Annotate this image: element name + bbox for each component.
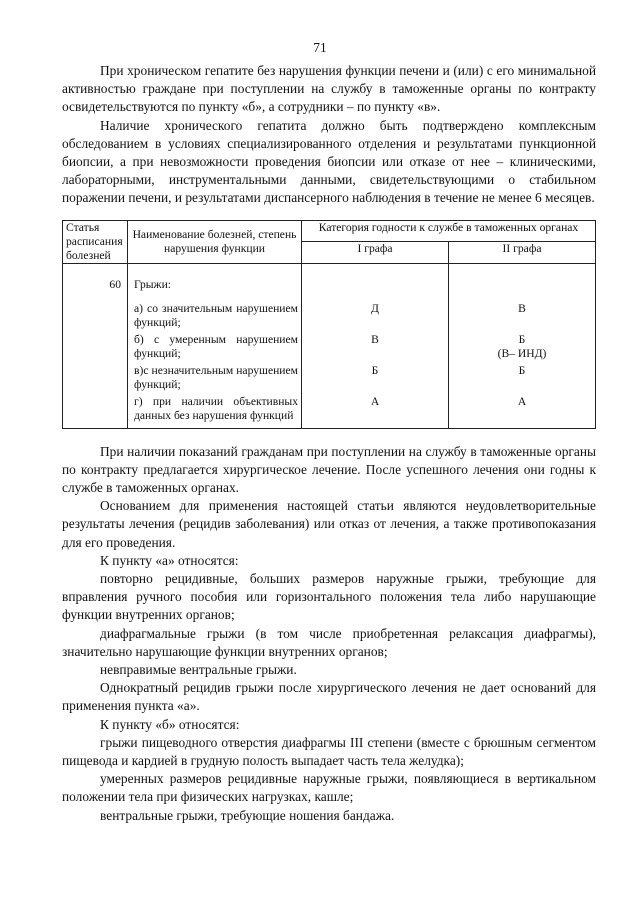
graph-1-value-b: В	[371, 332, 379, 346]
graph-2-value-b-extra: (В– ИНД)	[497, 346, 547, 360]
paragraph: диафрагмальные грыжи (в том числе приобретенная релаксация диафрагмы), значительно нарушающие функции внутренних органов;	[62, 625, 596, 659]
graph-2-value-a: В	[518, 301, 526, 315]
header-graph-2: II графа	[449, 242, 596, 264]
paragraph: невправимые вентральные грыжи.	[100, 662, 297, 678]
body-paragraphs	[62, 443, 596, 825]
disease-item-b: б) с умеренным нарушением функций;	[134, 332, 298, 360]
graph-1-value-c: Б	[371, 363, 379, 377]
paragraph: вентральные грыжи, требующие ношения бандажа.	[100, 807, 395, 823]
graph-2-value-d: А	[517, 394, 527, 408]
graph-1-values	[302, 263, 449, 428]
page-number: 71	[313, 40, 327, 55]
paragraph: При наличии показаний гражданам при поступлении на службу в таможенные органы по контракту предлагается хирургическое лечение. После успешного лечения они годны к службе в таможенных органах.	[62, 443, 596, 496]
disease-schedule-table	[62, 220, 596, 429]
graph-2-values	[449, 263, 596, 428]
header-disease-name: Наименование болезней, степень нарушения функции	[128, 220, 302, 263]
article-number	[63, 263, 128, 428]
paragraph: К пункту «а» относятся:	[100, 552, 239, 568]
graph-2-value-b-main: Б	[518, 332, 526, 346]
graph-2-value-b	[452, 333, 592, 364]
table-header-row	[63, 220, 596, 242]
article-number-value: 60	[109, 277, 121, 291]
paragraph: повторно рецидивные, больших размеров наружные грыжи, требующие для вправления ручного пособия или горизонтального положения тела либо нарушающие функции внутренних органов;	[62, 571, 596, 623]
table-body-row	[63, 263, 596, 428]
header-category: Категория годности к службе в таможенных органах	[302, 220, 596, 242]
graph-1-value-d: А	[370, 394, 380, 408]
paragraph: Основанием для применения настоящей статьи являются неудовлетворительные результаты лечения (рецидив заболевания) или отказ от лечения, а также противопоказания для его проведения.	[62, 498, 596, 550]
document-body	[62, 62, 596, 825]
header-graph-1: I графа	[302, 242, 449, 264]
disease-names-cell	[128, 263, 302, 428]
paragraph-hepatitis-2: Наличие хронического гепатита должно быть подтверждено комплексным обследованием в условиях специализированного отделения и результатами пункционной биопсии, а при невозможности проведения биопсии или отказе от нее – клиническими, лабораторными, инструментальными данными, свидетельствующими о стабильном поражении печени, и результатами диспансерного наблюдения в течение не менее 6 месяцев.	[62, 117, 596, 206]
disease-item-a: а) со значительным нарушением функций;	[134, 301, 298, 329]
paragraph: Однократный рецидив грыжи после хирургического лечения не дает оснований для применения пункта «а».	[62, 680, 596, 714]
disease-heading: Грыжи:	[134, 277, 171, 291]
disease-item-c: в)с незначительным нарушением функций;	[134, 363, 298, 391]
paragraph: грыжи пищеводного отверстия диафрагмы III степени (вместе с брюшным сегментом пищевода и кардией в грудную полость выпадает часть тела желудка);	[62, 734, 596, 769]
paragraph: К пункту «б» относятся:	[100, 716, 240, 732]
disease-item-d: г) при наличии объективных данных без нарушения функций	[134, 394, 298, 422]
graph-2-value-c: Б	[518, 363, 526, 377]
paragraph-hepatitis-1: При хроническом гепатите без нарушения функции печени и (или) с его минимальной активностью граждане при поступлении на службу в таможенные органы по контракту освидетельствуются по пункту «б», а сотрудники – по пункту «в».	[62, 63, 596, 115]
paragraph: умеренных размеров рецидивные наружные грыжи, появляющиеся в вертикальном положении тела при физических нагрузках, кашле;	[62, 771, 596, 805]
header-article: Статья расписания болезней	[63, 220, 128, 263]
graph-1-value-a: Д	[371, 301, 379, 315]
